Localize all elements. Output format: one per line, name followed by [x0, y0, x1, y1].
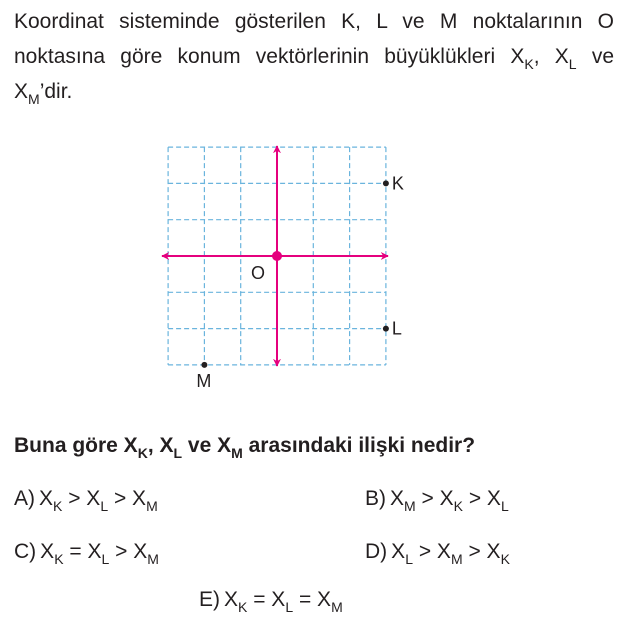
- option-text: > X: [62, 487, 101, 510]
- point-m: [201, 362, 207, 368]
- question-text: ve X: [182, 434, 232, 457]
- option-text: X: [390, 487, 405, 510]
- option-text: > X: [415, 487, 454, 510]
- question-prompt: [14, 434, 476, 461]
- option-subscript: K: [453, 498, 463, 514]
- stem-line-2: [14, 39, 614, 74]
- option-subscript: K: [53, 498, 63, 514]
- option-text: X: [391, 540, 406, 563]
- option-text: = X: [293, 588, 332, 611]
- option-c[interactable]: [14, 540, 159, 567]
- point-l: [383, 326, 389, 332]
- question-stem: [14, 4, 614, 109]
- option-subscript: L: [500, 498, 509, 514]
- question-text: arasındaki ilişki nedir?: [242, 434, 476, 457]
- option-letter: E): [199, 588, 220, 611]
- option-subscript: L: [100, 498, 109, 514]
- option-text: > X: [462, 540, 501, 563]
- stem-line-3: [14, 74, 614, 109]
- stem-text: noktasına göre konum vektörlerinin büyüklükleri X: [14, 45, 525, 68]
- option-subscript: M: [146, 498, 158, 514]
- subscript-m: M: [28, 91, 40, 107]
- point-m-label: M: [196, 370, 212, 391]
- stem-text: ’dir.: [39, 80, 73, 103]
- option-text: X: [40, 540, 55, 563]
- subscript-k: K: [524, 56, 534, 72]
- origin-dot: [272, 251, 282, 261]
- option-subscript: K: [54, 551, 64, 567]
- subscript-l: L: [173, 445, 183, 461]
- stem-line-1: Koordinat sisteminde gösterilen K, L ve M noktalarının O: [14, 10, 614, 33]
- point-k-label: K: [391, 173, 404, 194]
- option-text: > X: [108, 487, 147, 510]
- option-subscript: M: [404, 498, 416, 514]
- option-text: = X: [63, 540, 102, 563]
- option-subscript: K: [238, 599, 248, 615]
- option-text: X: [39, 487, 54, 510]
- origin-label: O: [251, 263, 266, 283]
- option-e[interactable]: [199, 588, 343, 615]
- option-subscript: M: [331, 599, 343, 615]
- option-text: > X: [412, 540, 451, 563]
- option-subscript: L: [285, 599, 294, 615]
- stem-text: , X: [533, 45, 569, 68]
- subscript-m: M: [231, 445, 243, 461]
- option-letter: A): [14, 487, 35, 510]
- stem-text: ve: [576, 45, 615, 68]
- option-a[interactable]: [14, 487, 158, 514]
- question-text: Buna göre X: [14, 434, 138, 457]
- option-d[interactable]: [365, 540, 510, 567]
- point-l-label: L: [391, 318, 402, 339]
- option-text: X: [224, 588, 239, 611]
- option-text: > X: [109, 540, 148, 563]
- option-b[interactable]: [365, 487, 509, 514]
- option-subscript: M: [147, 551, 159, 567]
- question-text: , X: [147, 434, 174, 457]
- option-subscript: L: [101, 551, 110, 567]
- option-letter: C): [14, 540, 37, 563]
- option-text: > X: [462, 487, 501, 510]
- point-k: [383, 180, 389, 186]
- stem-text: X: [14, 80, 29, 103]
- option-letter: D): [365, 540, 388, 563]
- subscript-k: K: [137, 445, 148, 461]
- option-text: = X: [247, 588, 286, 611]
- coordinate-figure: [150, 140, 420, 400]
- option-letter: B): [365, 487, 386, 510]
- subscript-l: L: [568, 56, 577, 72]
- option-subscript: L: [405, 551, 413, 567]
- option-subscript: M: [450, 551, 463, 567]
- option-subscript: K: [500, 551, 510, 567]
